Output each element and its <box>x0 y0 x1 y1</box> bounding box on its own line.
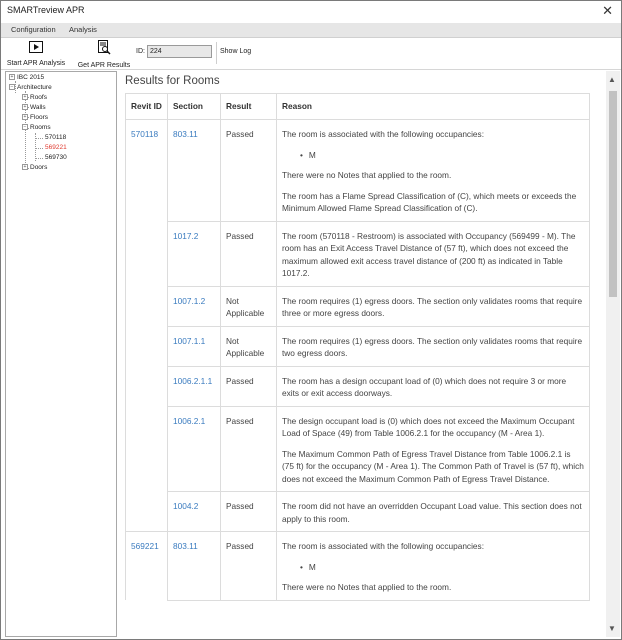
table-row <box>126 532 590 601</box>
table-row <box>126 326 590 366</box>
reason-paragraph: The Maximum Common Path of Egress Travel Distance from Table 1006.2.1 is (75 ft) for the occupancy (M - Area 1). The Common Path of Travel is (57 ft), which does not exceed the Maximum Common Path of Egress Travel Distance. <box>282 448 584 484</box>
tree-node-rooms[interactable]: − Rooms <box>23 124 51 131</box>
revit-id-cell <box>126 286 168 326</box>
table-row <box>126 492 590 532</box>
expand-icon[interactable]: + <box>23 164 27 171</box>
result-cell: Not Applicable <box>221 286 277 326</box>
reason-paragraph: The room has a design occupant load of (0) which does not require 3 or more exits or exit access doorways. <box>282 375 567 398</box>
reason-cell <box>277 532 590 601</box>
revit-id-link[interactable]: 569221 <box>131 541 159 551</box>
reason-paragraph: The room has a Flame Spread Classification of (C), which meets or exceeds the Minimum Allowed Flame Spread Classification of (C). <box>282 190 577 213</box>
menu-configuration[interactable]: Configuration <box>11 25 56 34</box>
section-link[interactable]: 1017.2 <box>173 230 199 241</box>
reason-paragraph: The room requires (1) egress doors. The section only validates rooms that require three or more egress doors. <box>282 295 583 318</box>
tree-node-ibc-2015[interactable]: + IBC 2015 <box>10 74 45 81</box>
get-apr-results-button[interactable] <box>75 40 133 68</box>
section-link[interactable]: 803.11 <box>173 129 198 139</box>
results-title: Results for Rooms <box>125 75 220 87</box>
document-search-icon <box>97 40 111 60</box>
tree-node-floors[interactable]: + Floors <box>23 114 49 121</box>
results-panel <box>119 71 606 637</box>
scroll-down-icon[interactable]: ▼ <box>608 624 616 633</box>
reason-cell <box>277 286 590 326</box>
section-cell[interactable] <box>168 532 221 601</box>
get-apr-results-label: Get APR Results <box>77 62 131 69</box>
revit-id-cell[interactable] <box>126 532 168 601</box>
reason-paragraph: There were no Notes that applied to the room. <box>282 170 452 180</box>
tree-node-walls[interactable]: + Walls <box>23 104 46 111</box>
reason-paragraph: The design occupant load is (0) which does not exceed the Maximum Occupant Load of Space (49) from Table 1006.2.1 for the occupancy (M - Area 1). <box>282 415 575 438</box>
section-cell[interactable] <box>168 492 221 532</box>
table-header-row <box>126 94 590 120</box>
tree-node-doors[interactable]: + Doors <box>23 164 48 171</box>
expand-icon[interactable]: + <box>23 94 27 101</box>
section-cell[interactable] <box>168 286 221 326</box>
section-link[interactable]: 1007.1.1 <box>173 335 206 346</box>
table-row <box>126 286 590 326</box>
vertical-scrollbar[interactable] <box>606 71 620 637</box>
section-cell[interactable] <box>168 326 221 366</box>
column-header-revit-id: Revit ID <box>126 94 168 120</box>
result-cell: Not Applicable <box>221 326 277 366</box>
section-cell[interactable] <box>168 120 221 222</box>
section-cell[interactable] <box>168 221 221 286</box>
revit-id-cell <box>126 221 168 286</box>
result-cell: Passed <box>221 366 277 406</box>
revit-id-cell[interactable] <box>126 120 168 222</box>
title-bar <box>1 1 621 23</box>
tree-leaf-569730[interactable]: 569730 <box>45 154 67 161</box>
occupancy-bullet: • M <box>282 149 584 162</box>
section-link[interactable]: 1004.2 <box>173 501 199 511</box>
start-apr-analysis-button[interactable] <box>4 40 68 68</box>
occupancy-bullet: • M <box>282 561 584 574</box>
show-log-button[interactable]: Show Log <box>220 48 252 55</box>
scroll-up-icon[interactable]: ▲ <box>608 75 616 84</box>
menu-analysis[interactable]: Analysis <box>69 25 97 34</box>
reason-cell <box>277 326 590 366</box>
results-table <box>125 93 590 601</box>
section-link[interactable]: 1007.1.2 <box>173 295 206 306</box>
section-link[interactable]: 1006.2.1 <box>173 415 206 426</box>
table-row <box>126 366 590 406</box>
reason-paragraph: The room (570118 - Restroom) is associated with Occupancy (569499 - M). The room has an Exit Access Travel Distance of (57 ft), which does not exceed the maximum allowed exit access travel distance of (200 ft) as indicated in Table 1017.2. <box>282 230 576 278</box>
scrollbar-thumb[interactable] <box>609 91 617 297</box>
expand-icon[interactable]: + <box>23 104 27 111</box>
revit-id-cell <box>126 492 168 532</box>
reason-paragraph: The room is associated with the following occupancies: <box>282 541 484 551</box>
reason-cell <box>277 406 590 492</box>
table-row <box>126 221 590 286</box>
table-row <box>126 120 590 222</box>
tree-node-architecture[interactable]: − Architecture <box>10 84 52 91</box>
close-icon[interactable]: ✕ <box>602 3 613 18</box>
expand-icon[interactable]: + <box>10 74 14 81</box>
tree-leaf-569221[interactable]: 569221 <box>45 144 67 151</box>
revit-id-link[interactable]: 570118 <box>131 129 159 139</box>
table-row <box>126 406 590 492</box>
reason-paragraph: The room requires (1) egress doors. The section only validates rooms that require two egress doors. <box>282 335 583 358</box>
section-cell[interactable] <box>168 366 221 406</box>
section-link[interactable]: 1006.2.1.1 <box>173 375 213 386</box>
result-cell: Passed <box>221 532 277 601</box>
toolbar <box>1 38 621 70</box>
reason-cell <box>277 366 590 406</box>
column-header-result: Result <box>221 94 277 120</box>
result-cell: Passed <box>221 120 277 222</box>
reason-paragraph: There were no Notes that applied to the room. <box>282 582 452 592</box>
revit-id-cell <box>126 326 168 366</box>
tree-node-roofs[interactable]: + Roofs <box>23 94 47 101</box>
element-tree <box>5 71 117 637</box>
start-apr-analysis-label: Start APR Analysis <box>6 60 66 67</box>
play-icon <box>29 40 43 58</box>
revit-id-cell <box>126 366 168 406</box>
toolbar-divider <box>216 42 217 64</box>
collapse-icon[interactable]: − <box>10 84 14 91</box>
id-label: ID: <box>136 48 145 55</box>
reason-cell <box>277 120 590 222</box>
window-title: SMARTreview APR <box>7 5 85 15</box>
section-cell[interactable] <box>168 406 221 492</box>
result-cell: Passed <box>221 406 277 492</box>
reason-paragraph: The room is associated with the following occupancies: <box>282 129 484 139</box>
expand-icon[interactable]: + <box>23 114 27 121</box>
menu-bar <box>1 23 621 38</box>
revit-id-cell <box>126 406 168 492</box>
result-cell: Passed <box>221 492 277 532</box>
column-header-section: Section <box>168 94 221 120</box>
result-cell: Passed <box>221 221 277 286</box>
reason-paragraph: The room did not have an overridden Occupant Load value. This section does not apply to this room. <box>282 501 582 524</box>
collapse-icon[interactable]: − <box>23 124 27 131</box>
section-link[interactable]: 803.11 <box>173 541 198 551</box>
reason-cell <box>277 221 590 286</box>
column-header-reason: Reason <box>277 94 590 120</box>
tree-leaf-570118[interactable]: 570118 <box>45 134 67 141</box>
id-field[interactable]: 224 <box>147 45 212 58</box>
reason-cell <box>277 492 590 532</box>
